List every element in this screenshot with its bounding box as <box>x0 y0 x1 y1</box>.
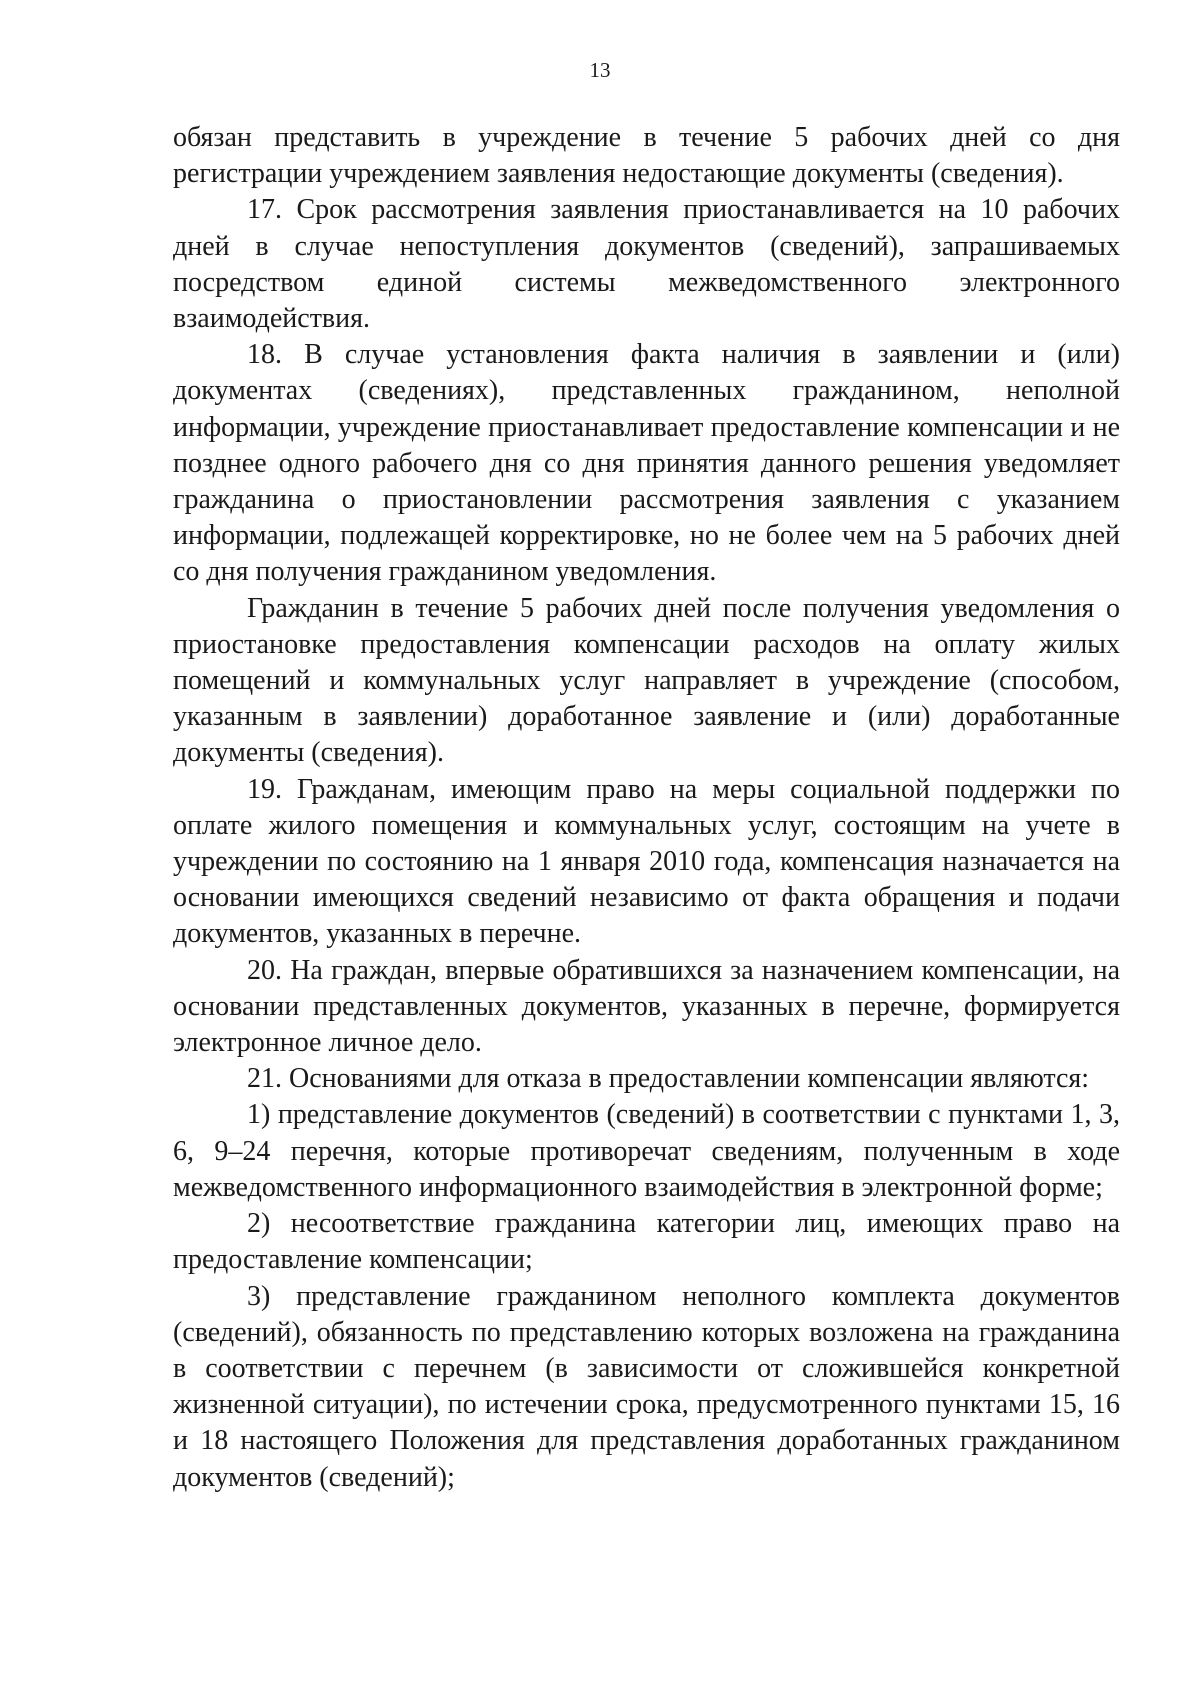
paragraph-item-17: 17. Срок рассмотрения заявления приостанавливается на 10 рабочих дней в случае непоступления документов (сведений), запрашиваемых посредством единой системы межведомственного электронного взаимодействия. <box>173 194 1120 335</box>
page-number: 13 <box>589 58 611 82</box>
paragraph-item-19: 19. Гражданам, имеющим право на меры социальной поддержки по оплате жилого помещения и коммунальных услуг, состоящим на учете в учреждении по состоянию на 1 января 2010 года, компенсация назначается на основании имеющихся сведений независимо от факта обращения и подачи документов, указанных в перечне. <box>173 773 1120 950</box>
list-item-refusal-2: 2) несоответствие гражданина категории лиц, имеющих право на предоставление компенсации; <box>173 1208 1120 1276</box>
document-body <box>173 120 1120 1496</box>
paragraph-item-18: 18. В случае установления факта наличия в заявлении и (или) документах (сведениях), представленных гражданином, неполной информации, учреждение приостанавливает предоставление компенсации и не позднее одного рабочего дня со дня принятия данного решения уведомляет гражданина о приостановлении рассмотрения заявления с указанием информации, подлежащей корректировке, но не более чем на 5 рабочих дней со дня получения гражданином уведомления. <box>173 339 1120 588</box>
list-item-refusal-3: 3) представление гражданином неполного комплекта документов (сведений), обязанность по представлению которых возложена на гражданина в соответствии с перечнем (в зависимости от сложившейся конкретной жизненной ситуации), по истечении срока, предусмотренного пунктами 15, 16 и 18 настоящего Положения для представления доработанных гражданином документов (сведений); <box>173 1280 1120 1493</box>
paragraph-citizen-response: Гражданин в течение 5 рабочих дней после получения уведомления о приостановке предоставления компенсации расходов на оплату жилых помещений и коммунальных услуг направляет в учреждение (способом, указанным в заявлении) доработанное заявление и (или) доработанные документы (сведения). <box>173 592 1120 769</box>
list-item-refusal-1: 1) представление документов (сведений) в соответствии с пунктами 1, 3, 6, 9–24 перечня, которые противоречат сведениям, полученным в ходе межведомственного информационного взаимодействия в электронной форме; <box>173 1099 1120 1203</box>
paragraph-continuation: обязан представить в учреждение в течение 5 рабочих дней со дня регистрации учреждением заявления недостающие документы (сведения). <box>173 122 1120 190</box>
paragraph-item-21: 21. Основаниями для отказа в предоставлении компенсации являются: <box>247 1063 1090 1095</box>
paragraph-item-20: 20. На граждан, впервые обратившихся за назначением компенсации, на основании представленных документов, указанных в перечне, формируется электронное личное дело. <box>173 954 1120 1059</box>
